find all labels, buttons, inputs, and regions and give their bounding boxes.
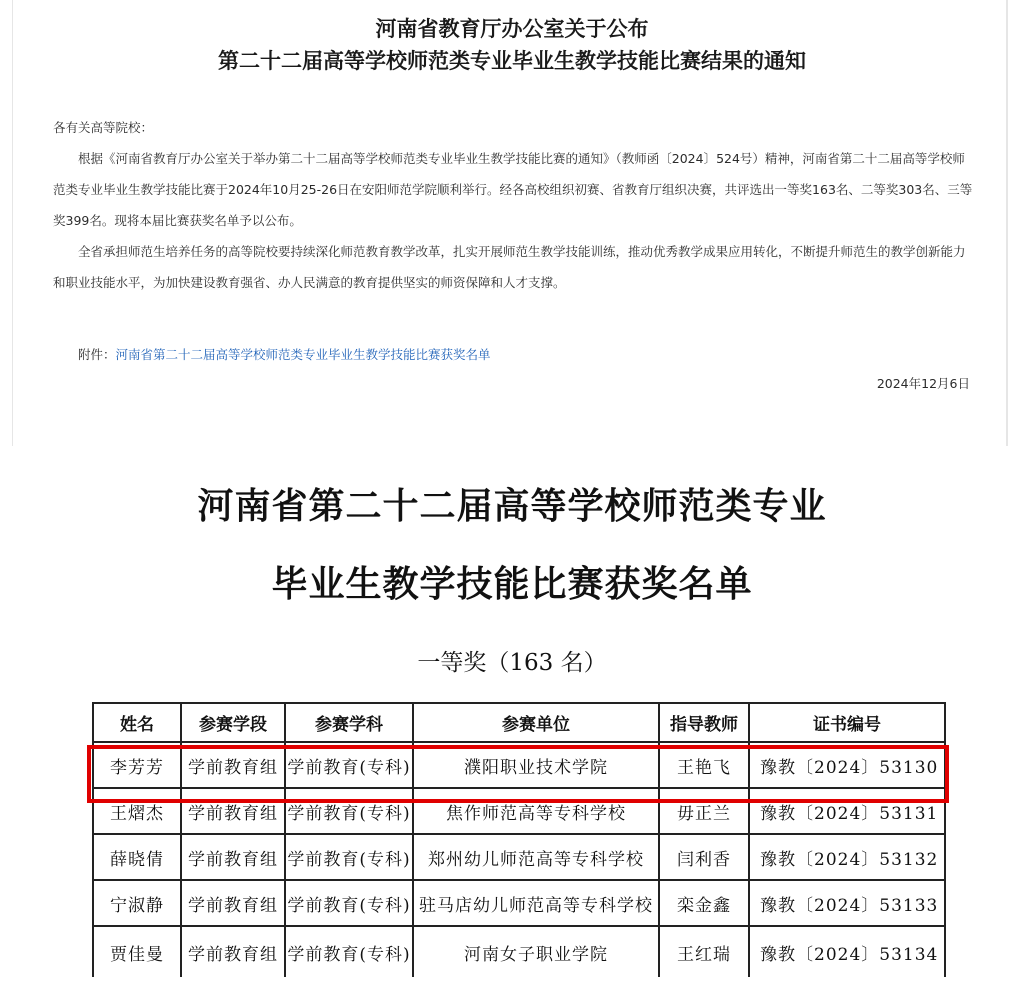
cell-subject: 学前教育(专科) (285, 788, 413, 834)
cell-subject: 学前教育(专科) (285, 742, 413, 788)
cell-subject: 学前教育(专科) (285, 880, 413, 926)
notice-paragraph-1: 根据《河南省教育厅办公室关于举办第二十二届高等学校师范类专业毕业生教学技能比赛的通知》（教师函〔2024〕524号）精神，河南省第二十二届高等学校师范类专业毕业生教学技能比赛于2024年10月25-26日在安阳师范学院顺利举行。经各高校组织初赛、省教育厅组织决赛，共评选出一等奖163名、二等奖303名、三等奖399名。现将本届比赛获奖名单予以公布。 (53, 151, 973, 228)
notice-date: 2024年12月6日 (876, 376, 970, 391)
cell-advisor: 栾金鑫 (659, 880, 749, 926)
notice-title-line2: 第二十二届高等学校师范类专业毕业生教学技能比赛结果的通知 (218, 49, 806, 73)
award-list-scan (0, 452, 1024, 982)
notice-panel (0, 0, 1024, 446)
cell-unit: 河南女子职业学院 (413, 926, 659, 977)
cell-certificate: 豫教〔2024〕53131 (749, 788, 945, 834)
cell-subject: 学前教育(专科) (285, 926, 413, 977)
cell-stage: 学前教育组 (181, 880, 285, 926)
table-row (93, 926, 945, 977)
column-header-subject: 参赛学科 (285, 703, 413, 742)
cell-subject: 学前教育(专科) (285, 834, 413, 880)
attachment-line (78, 339, 678, 370)
cell-unit: 焦作师范高等专科学校 (413, 788, 659, 834)
column-header-name: 姓名 (93, 703, 181, 742)
notice-salutation: 各有关高等院校： (53, 120, 154, 135)
cell-advisor: 毋正兰 (659, 788, 749, 834)
prize-heading: 一等奖（163 名） (417, 650, 607, 676)
cell-unit: 郑州幼儿师范高等专科学校 (413, 834, 659, 880)
table-row (93, 834, 945, 880)
table-row (93, 788, 945, 834)
award-list-title-line1: 河南省第二十二届高等学校师范类专业 (197, 485, 827, 527)
cell-advisor: 王红瑞 (659, 926, 749, 977)
cell-name: 王熠杰 (93, 788, 181, 834)
award-list-title-line2: 毕业生教学技能比赛获奖名单 (271, 563, 753, 605)
cell-name: 宁淑静 (93, 880, 181, 926)
cell-name: 薛晓倩 (93, 834, 181, 880)
cell-unit: 驻马店幼儿师范高等专科学校 (413, 880, 659, 926)
attachment-label: 附件： (78, 347, 116, 362)
cell-certificate: 豫教〔2024〕53133 (749, 880, 945, 926)
cell-advisor: 王艳飞 (659, 742, 749, 788)
cell-certificate: 豫教〔2024〕53130 (749, 742, 945, 788)
cell-stage: 学前教育组 (181, 742, 285, 788)
cell-name: 贾佳曼 (93, 926, 181, 977)
column-header-stage: 参赛学段 (181, 703, 285, 742)
cell-unit: 濮阳职业技术学院 (413, 742, 659, 788)
cell-stage: 学前教育组 (181, 926, 285, 977)
attachment-link[interactable]: 河南省第二十二届高等学校师范类专业毕业生教学技能比赛获奖名单 (115, 347, 491, 362)
section-gap (0, 446, 1024, 452)
cell-stage: 学前教育组 (181, 834, 285, 880)
notice-title-line1: 河南省教育厅办公室关于公布 (375, 17, 649, 41)
column-header-unit: 参赛单位 (413, 703, 659, 742)
table-header-row (93, 703, 945, 742)
table-row (93, 742, 945, 788)
award-table (92, 702, 946, 977)
table-row (93, 880, 945, 926)
cell-name: 李芳芳 (93, 742, 181, 788)
cell-stage: 学前教育组 (181, 788, 285, 834)
cell-advisor: 闫利香 (659, 834, 749, 880)
notice-paragraph-2: 全省承担师范生培养任务的高等院校要持续深化师范教育教学改革，扎实开展师范生教学技能训练，推动优秀教学成果应用转化，不断提升师范生的教学创新能力和职业技能水平，为加快建设教育强省、办人民满意的教育提供坚实的师资保障和人才支撑。 (53, 244, 966, 290)
column-header-certificate: 证书编号 (749, 703, 945, 742)
cell-certificate: 豫教〔2024〕53134 (749, 926, 945, 977)
cell-certificate: 豫教〔2024〕53132 (749, 834, 945, 880)
column-header-advisor: 指导教师 (659, 703, 749, 742)
